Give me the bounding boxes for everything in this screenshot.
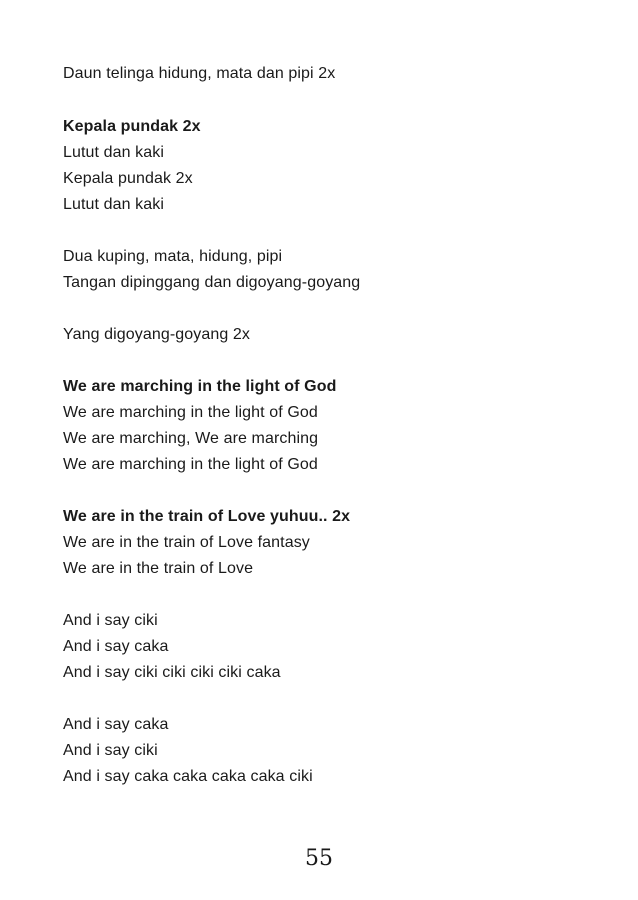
lyric-line: And i say caka caka caka caka ciki — [63, 768, 313, 785]
lyric-line: We are marching in the light of God — [63, 456, 318, 473]
lyric-line: Kepala pundak 2x — [63, 170, 193, 187]
lyric-line: Tangan dipinggang dan digoyang-goyang — [63, 274, 361, 291]
lyric-line: Dua kuping, mata, hidung, pipi — [63, 248, 283, 265]
lyric-heading: We are in the train of Love yuhuu.. 2x — [63, 508, 351, 525]
lyric-line: We are marching, We are marching — [63, 430, 319, 447]
lyric-line: And i say caka — [63, 638, 169, 655]
lyric-line: Lutut dan kaki — [63, 144, 165, 161]
lyric-line: We are marching in the light of God — [63, 404, 318, 421]
lyric-line: Daun telinga hidung, mata dan pipi 2x — [63, 65, 336, 82]
lyric-line: Lutut dan kaki — [63, 196, 165, 213]
lyric-line: And i say ciki ciki ciki ciki caka — [63, 664, 281, 681]
lyric-line: And i say ciki — [63, 612, 158, 629]
lyric-line: We are in the train of Love — [63, 560, 254, 577]
lyric-heading: Kepala pundak 2x — [63, 118, 201, 135]
lyric-line: We are in the train of Love fantasy — [63, 534, 310, 551]
lyric-line: And i say ciki — [63, 742, 158, 759]
lyric-line: And i say caka — [63, 716, 169, 733]
lyric-line: Yang digoyang-goyang 2x — [63, 326, 251, 343]
page-number: 55 — [305, 846, 333, 871]
lyric-heading: We are marching in the light of God — [63, 378, 337, 395]
